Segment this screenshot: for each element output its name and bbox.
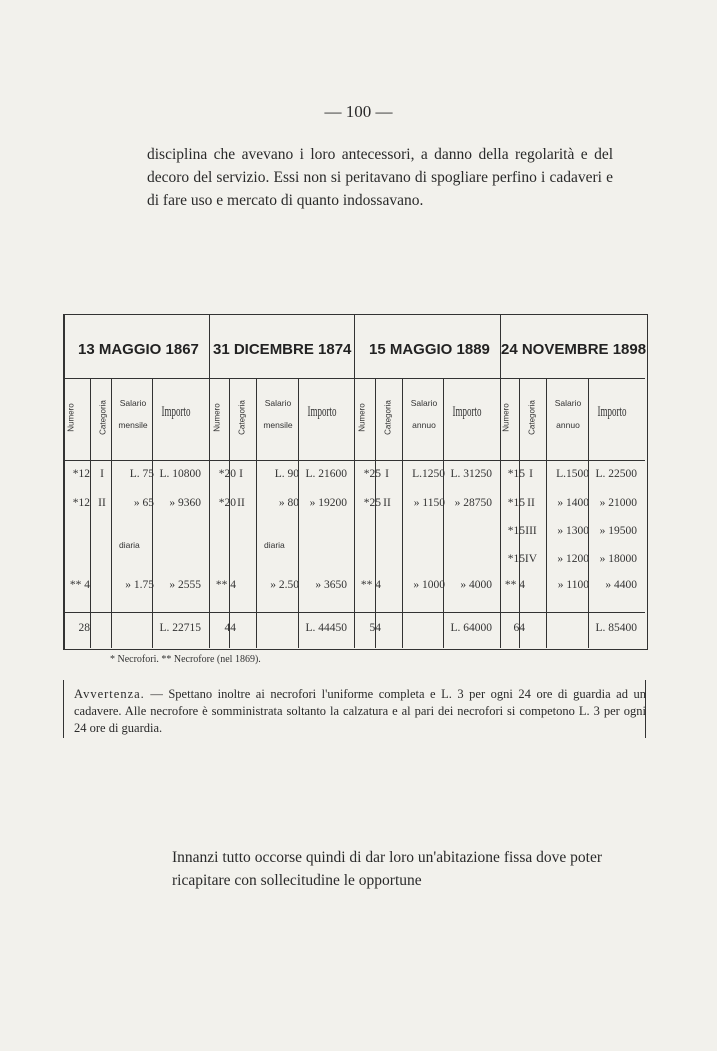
cell-importo: » 19200 xyxy=(309,497,347,509)
header-categoria: Categoria xyxy=(383,400,393,435)
cell-categoria: II xyxy=(237,497,245,509)
header-salario xyxy=(258,392,298,436)
header-numero: Numero xyxy=(357,403,367,432)
header-salario xyxy=(548,392,588,436)
total-importo: L. 44450 xyxy=(305,622,347,634)
header-numero: Numero xyxy=(212,403,222,432)
header-salario-label: Salario xyxy=(264,398,292,408)
header-categoria: Categoria xyxy=(527,400,537,435)
cell-numero: ** 4 xyxy=(215,579,236,591)
table-footnote: * Necrofori. ** Necrofore (nel 1869). xyxy=(110,654,261,665)
cell-numero: ** 4 xyxy=(69,579,90,591)
diaria-label: diaria xyxy=(264,540,285,550)
cell-numero: *15 xyxy=(507,497,525,509)
cell-salario: » 1100 xyxy=(557,579,589,591)
cell-numero: *15 xyxy=(507,468,525,480)
column-rule xyxy=(519,378,520,648)
table-frame xyxy=(63,314,648,650)
avvertenza-text: — Spettano inoltre ai necrofori l'uniforme completa e L. 3 per ogni 24 ore di guardia ad un cadavere. Alle necrofore è somministrata soltanto la calzatura e al pari dei necrofori si competono L. 3 per ogni 24 ore di guardia. xyxy=(74,687,646,735)
period-date: 15 MAGGIO 1889 xyxy=(369,341,490,358)
cell-numero: *25 xyxy=(363,468,381,480)
cell-categoria: II xyxy=(527,497,535,509)
cell-categoria: I xyxy=(529,468,533,480)
total-importo: L. 22715 xyxy=(159,622,201,634)
cell-importo: » 28750 xyxy=(454,497,492,509)
diaria-label: diaria xyxy=(119,540,140,550)
cell-categoria: I xyxy=(100,468,104,480)
cell-importo: L. 10800 xyxy=(159,468,201,480)
header-numero: Numero xyxy=(66,403,76,432)
column-rule xyxy=(256,378,257,648)
cell-categoria: I xyxy=(385,468,389,480)
cell-numero: *15 xyxy=(507,525,525,537)
cell-salario: L. 90 xyxy=(274,468,299,480)
cell-salario: » 1200 xyxy=(557,553,589,565)
cell-importo: » 4400 xyxy=(605,579,637,591)
header-categoria: Categoria xyxy=(237,400,247,435)
cell-numero: ** 4 xyxy=(360,579,381,591)
group-separator xyxy=(500,314,501,648)
cell-numero: ** 4 xyxy=(504,579,525,591)
cell-importo: L. 22500 xyxy=(595,468,637,480)
cell-categoria: IV xyxy=(524,553,538,565)
cell-categoria: II xyxy=(98,497,106,509)
period-date: 24 NOVEMBRE 1898 xyxy=(501,341,647,358)
cell-importo: L. 31250 xyxy=(450,468,492,480)
cell-salario: L.1250 xyxy=(412,468,445,480)
column-rule xyxy=(298,378,299,648)
header-importo: Importo xyxy=(452,404,482,420)
cell-numero: *15 xyxy=(507,553,525,565)
cell-salario: » 1150 xyxy=(413,497,445,509)
cell-importo: » 21000 xyxy=(599,497,637,509)
cell-salario: L.1500 xyxy=(556,468,589,480)
total-numero: 44 xyxy=(224,622,236,634)
cell-importo: » 2555 xyxy=(169,579,201,591)
cell-salario: » 1300 xyxy=(557,525,589,537)
group-separator xyxy=(354,314,355,648)
period-date: 31 DICEMBRE 1874 xyxy=(213,341,352,358)
header-salario-unit: annuo xyxy=(412,420,436,430)
bottom-paragraph: Innanzi tutto occorse quindi di dar loro un'abitazione fissa dove poter ricapitare con sollecitudine le opportune xyxy=(172,849,602,889)
column-rule xyxy=(546,378,547,648)
cell-numero: *25 xyxy=(363,497,381,509)
cell-importo: » 19500 xyxy=(599,525,637,537)
period-date: 13 MAGGIO 1867 xyxy=(78,341,199,358)
header-importo: Importo xyxy=(307,404,337,420)
cell-numero: *12 xyxy=(72,497,90,509)
cell-numero: *20 xyxy=(218,468,236,480)
header-salario-unit: annuo xyxy=(556,420,580,430)
header-categoria: Categoria xyxy=(98,400,108,435)
cell-importo: » 3650 xyxy=(315,579,347,591)
total-importo: L. 85400 xyxy=(595,622,637,634)
cell-categoria: I xyxy=(239,468,243,480)
column-rule xyxy=(229,378,230,648)
header-salario xyxy=(113,392,153,436)
total-numero: 54 xyxy=(369,622,381,634)
cell-salario: » 65 xyxy=(133,497,154,509)
cell-importo: » 9360 xyxy=(169,497,201,509)
cell-categoria: III xyxy=(525,525,537,537)
cell-salario: » 1400 xyxy=(557,497,589,509)
column-rule xyxy=(375,378,376,648)
header-salario-unit: mensile xyxy=(263,420,293,430)
cell-salario: » 1000 xyxy=(413,579,445,591)
cell-salario: » 80 xyxy=(278,497,299,509)
header-salario xyxy=(404,392,444,436)
cell-salario: » 2.50 xyxy=(270,579,299,591)
cell-salario: L. 75 xyxy=(129,468,154,480)
header-salario-label: Salario xyxy=(554,398,582,408)
header-importo: Importo xyxy=(161,404,191,420)
header-salario-label: Salario xyxy=(119,398,147,408)
cell-importo: » 18000 xyxy=(599,553,637,565)
cell-salario: » 1.75 xyxy=(125,579,154,591)
cell-importo: » 4000 xyxy=(460,579,492,591)
cell-numero: *12 xyxy=(72,468,90,480)
header-importo: Importo xyxy=(597,404,627,420)
page-number: — 100 — xyxy=(324,102,393,121)
group-separator xyxy=(209,314,210,648)
header-numero: Numero xyxy=(501,403,511,432)
avvertenza-label: Avvertenza. xyxy=(74,687,145,701)
total-numero: 28 xyxy=(78,622,90,634)
total-numero: 64 xyxy=(513,622,525,634)
cell-numero: *20 xyxy=(218,497,236,509)
column-rule xyxy=(111,378,112,648)
cell-importo: L. 21600 xyxy=(305,468,347,480)
column-rule xyxy=(402,378,403,648)
header-salario-unit: mensile xyxy=(118,420,148,430)
avvertenza-note xyxy=(74,686,646,737)
cell-categoria: II xyxy=(383,497,391,509)
avvertenza-left-rule xyxy=(63,680,64,738)
intro-paragraph: disciplina che avevano i loro antecessori, a danno della regolarità e del decoro del servizio. Essi non si peritavano di spogliare perfino i cadaveri e di fare uso e mercato di quanto indossavano. xyxy=(147,146,613,209)
total-importo: L. 64000 xyxy=(450,622,492,634)
header-salario-label: Salario xyxy=(410,398,438,408)
column-rule xyxy=(588,378,589,648)
column-rule xyxy=(90,378,91,648)
